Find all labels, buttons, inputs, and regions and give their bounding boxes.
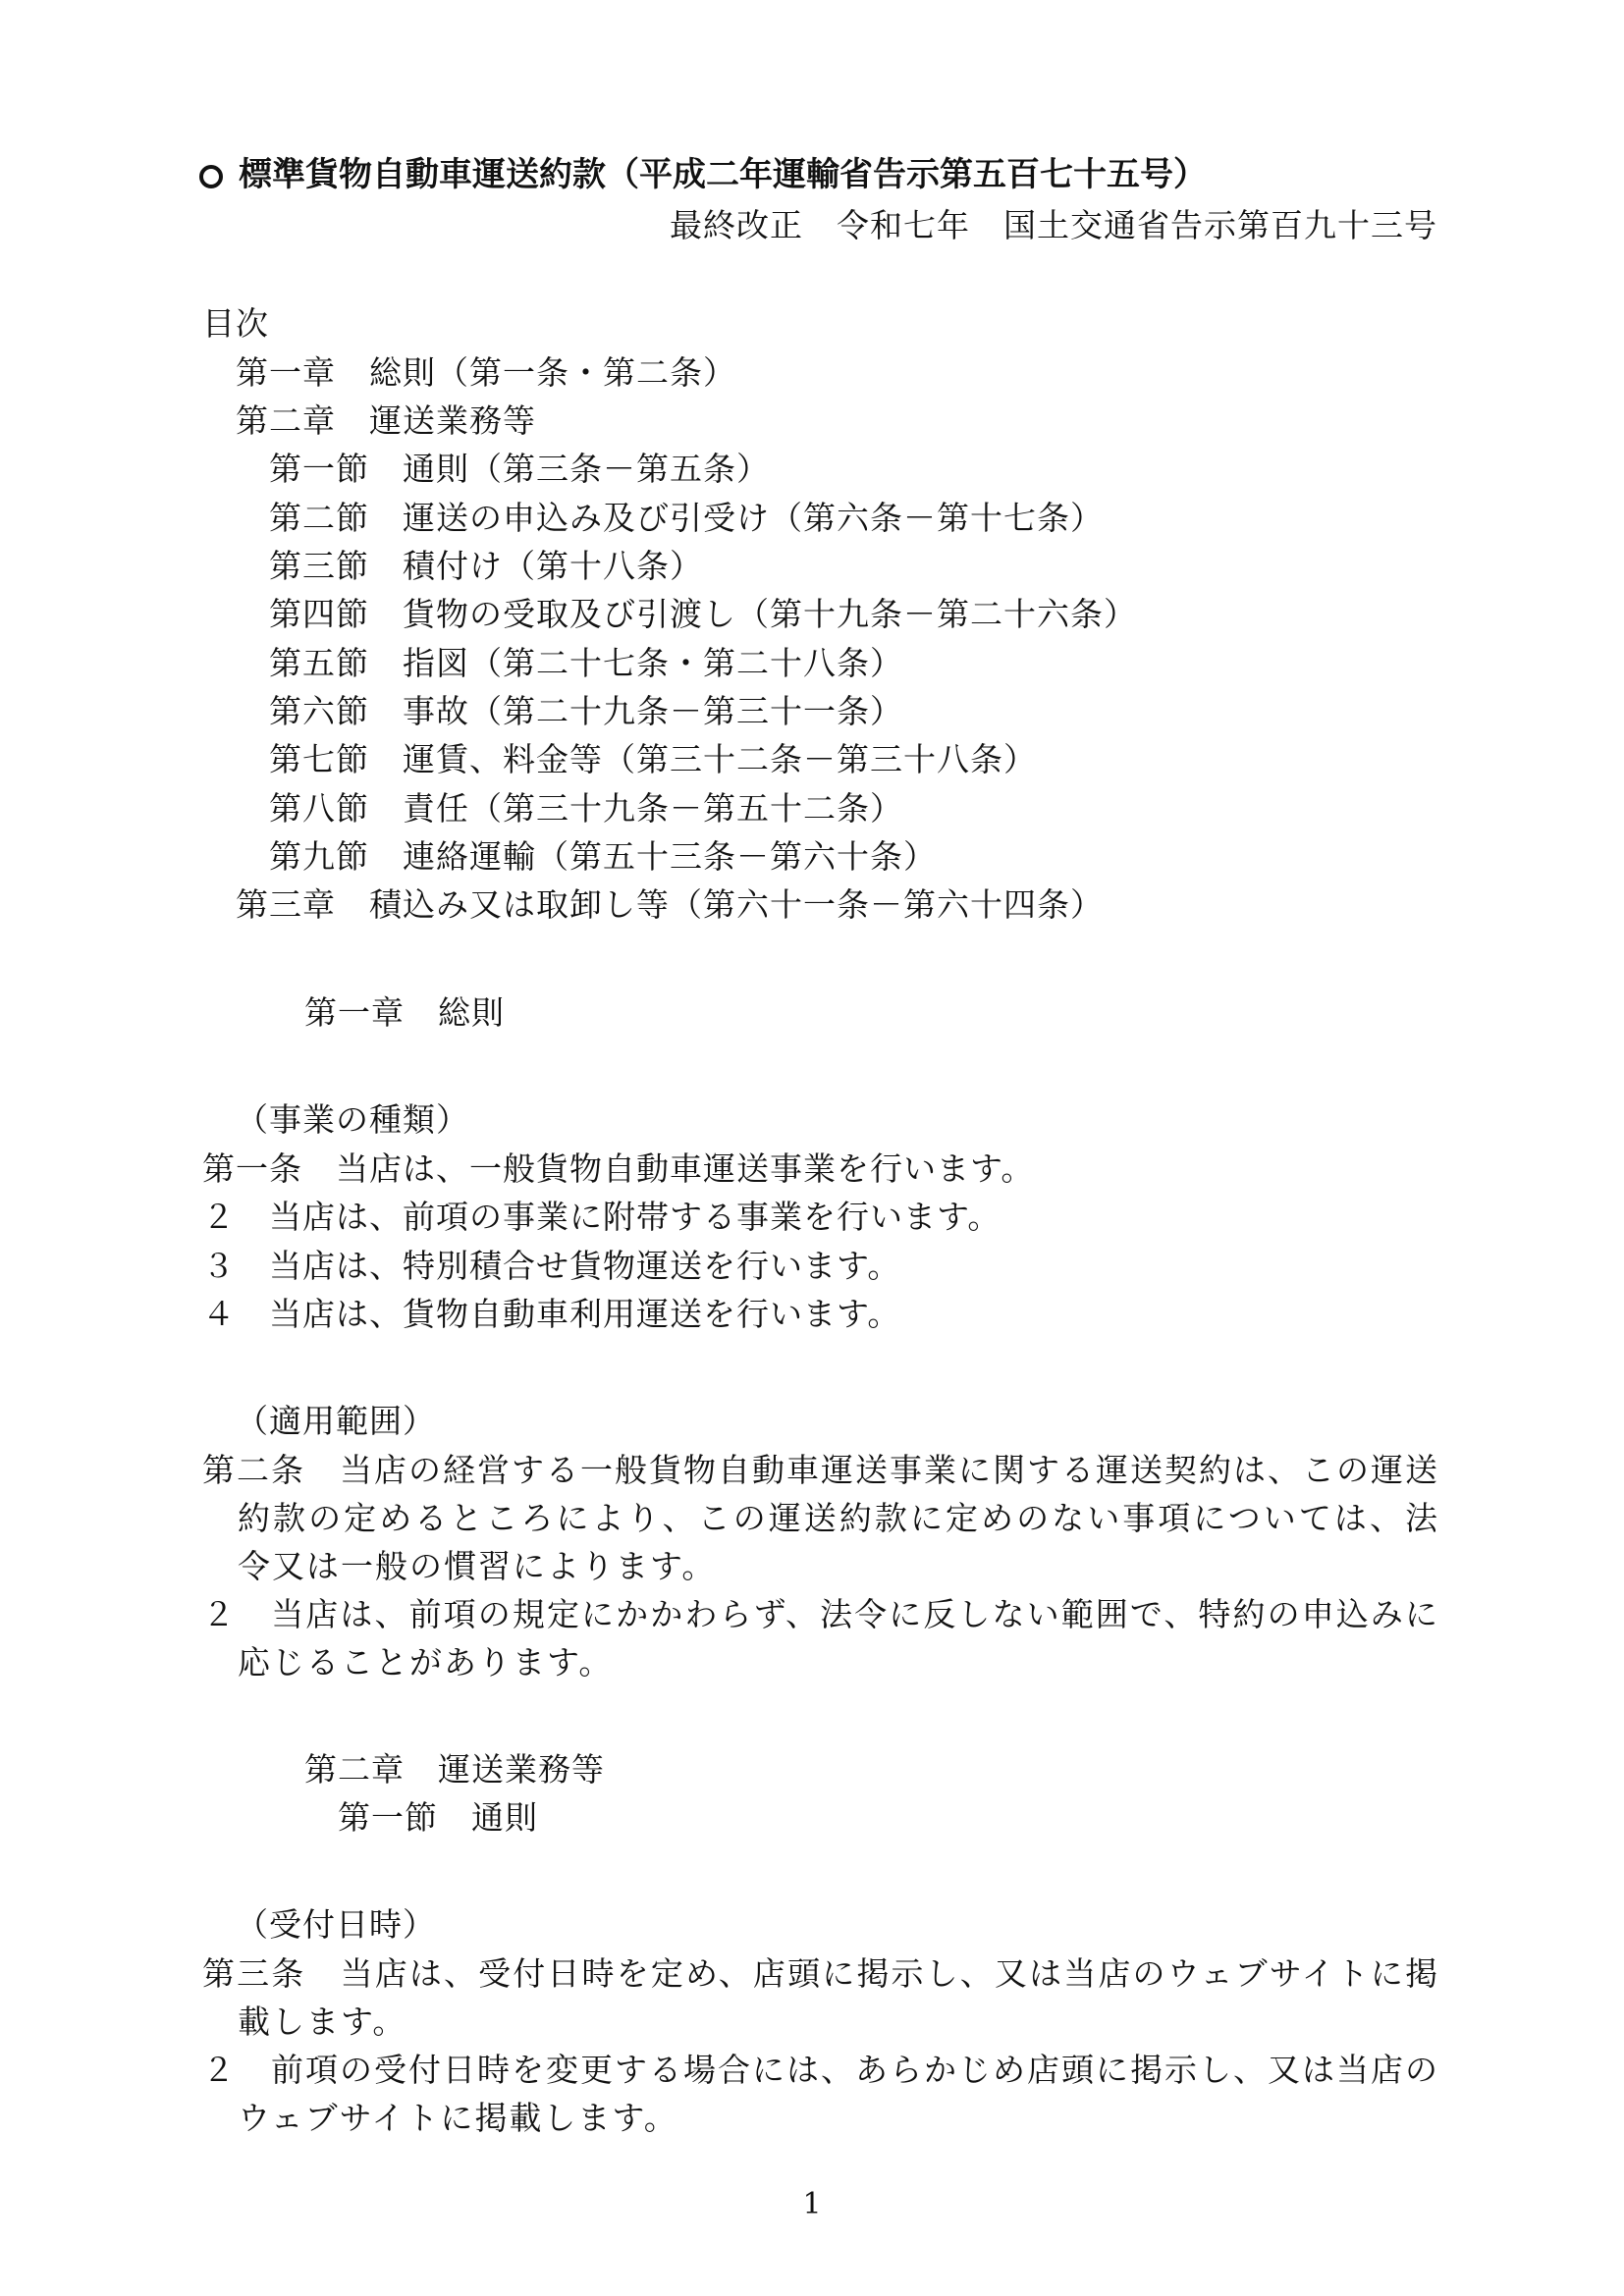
toc-item: 第六節 事故（第二十九条－第三十一条） (269, 692, 903, 730)
page-number: 1 (802, 2187, 822, 2221)
article-line: ２ 当店は、前項の事業に附帯する事業を行います。 (202, 1198, 1001, 1236)
article-line: 第一条 当店は、一般貨物自動車運送事業を行います。 (202, 1149, 1035, 1188)
toc-item: 第五節 指図（第二十七条・第二十八条） (269, 644, 903, 682)
toc-heading: 目次 (202, 304, 269, 343)
article-paragraph (202, 1446, 1439, 1686)
article-caption: （受付日時） (236, 1905, 436, 1944)
section-heading: 第一節 通則 (338, 1798, 538, 1837)
toc-item: 第九節 連絡運輸（第五十三条－第六十条） (269, 837, 937, 876)
article-line: ３ 当店は、特別積合せ貨物運送を行います。 (202, 1247, 901, 1285)
toc-item: 第三節 積付け（第十八条） (269, 547, 703, 585)
article-2-paragraph-1: 第二条 当店の経営する一般貨物自動車運送事業に関する運送契約は、この運送約款の定めるところにより、この運送約款に定めのない事項については、法令又は一般の慣習によります。 (202, 1451, 1439, 1585)
toc-item: 第四節 貨物の受取及び引渡し（第十九条－第二十六条） (269, 595, 1137, 633)
title-text: 標準貨物自動車運送約款（平成二年運輸省告示第五百七十五号） (239, 155, 1207, 194)
article-3-paragraph-2: ２ 前項の受付日時を変更する場合には、あらかじめ店頭に掲示し、又は当店のウェブサイトに掲載します。 (202, 2051, 1439, 2137)
toc-item: 第三章 積込み又は取卸し等（第六十一条－第六十四条） (236, 885, 1104, 924)
revision-note: 最終改正 令和七年 国土交通省告示第百九十三号 (670, 206, 1437, 244)
chapter-heading: 第一章 総則 (304, 993, 505, 1032)
article-paragraph (202, 1949, 1439, 2142)
toc-item: 第二節 運送の申込み及び引受け（第六条－第十七条） (269, 499, 1104, 537)
circle-bullet-icon (199, 165, 223, 188)
document-title (199, 155, 1207, 194)
article-3-paragraph-1: 第三条 当店は、受付日時を定め、店頭に掲示し、又は当店のウェブサイトに掲載します。 (202, 1954, 1439, 2041)
toc-item: 第一節 通則（第三条－第五条） (269, 450, 770, 488)
article-caption: （事業の種類） (236, 1100, 469, 1139)
toc-item: 第八節 責任（第三十九条－第五十二条） (269, 789, 903, 828)
toc-item: 第二章 運送業務等 (236, 401, 536, 440)
article-2-paragraph-2: ２ 当店は、前項の規定にかかわらず、法令に反しない範囲で、特約の申込みに応じることがあります。 (202, 1595, 1439, 1682)
chapter-heading: 第二章 運送業務等 (304, 1750, 605, 1789)
article-caption: （適用範囲） (236, 1402, 436, 1440)
article-line: ４ 当店は、貨物自動車利用運送を行います。 (202, 1295, 901, 1333)
toc-item: 第七節 運賃、料金等（第三十二条－第三十八条） (269, 740, 1037, 778)
toc-item: 第一章 総則（第一条・第二条） (236, 353, 736, 392)
